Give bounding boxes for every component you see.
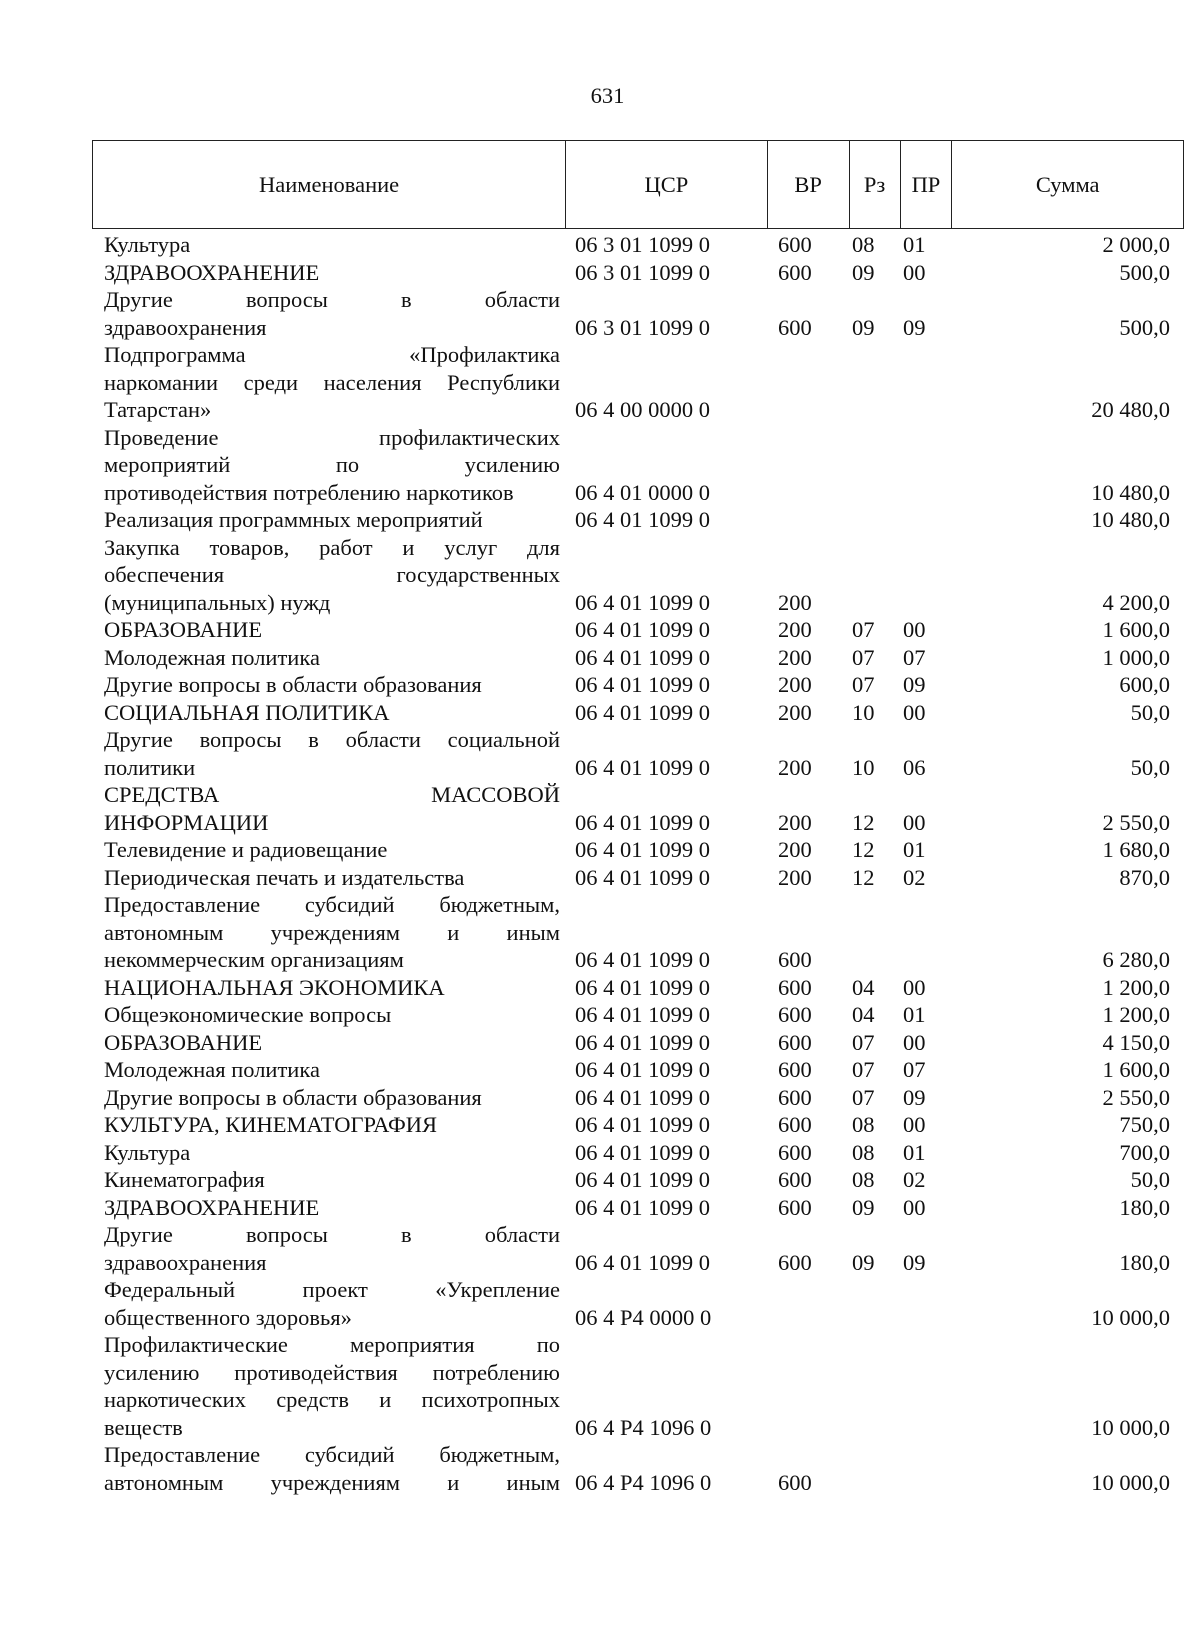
row-pr: 00 [903, 259, 926, 285]
row-name-line: ЗДРАВООХРАНЕНИЕ [104, 1194, 320, 1220]
table-row [92, 781, 1184, 836]
row-pr: 00 [903, 1194, 926, 1220]
row-name-line: Другие вопросы в области [104, 287, 560, 312]
row-name-line: автономным учреждениям и иным [104, 1469, 560, 1495]
table-row [92, 1001, 1184, 1029]
row-sum: 10 000,0 [1091, 1469, 1170, 1495]
row-pr: 00 [903, 617, 926, 642]
row-vr: 600 [778, 259, 812, 285]
table-row [92, 1194, 1184, 1222]
row-pr: 00 [903, 1029, 926, 1055]
row-sum: 50,0 [1130, 699, 1170, 725]
row-vr: 600 [778, 1002, 812, 1027]
row-pr: 07 [903, 644, 926, 670]
table-body [92, 231, 1184, 1496]
row-name-line: Общеэкономические вопросы [104, 1002, 392, 1027]
row-sum: 750,0 [1119, 1112, 1170, 1137]
row-name [92, 671, 560, 699]
row-vr: 600 [778, 947, 812, 972]
row-vr: 600 [778, 1167, 812, 1192]
row-vr: 600 [778, 1469, 812, 1495]
row-sum: 10 480,0 [1091, 507, 1170, 532]
row-pr: 01 [903, 837, 926, 862]
row-name-line: Культура [104, 1139, 191, 1165]
row-name [92, 1166, 560, 1194]
row-name-line: Предоставление субсидий бюджетным, [104, 892, 560, 917]
row-rz: 07 [852, 1057, 875, 1082]
row-sum: 1 600,0 [1102, 617, 1170, 642]
row-name [92, 1029, 560, 1057]
row-name [92, 1276, 560, 1331]
table-row [92, 1166, 1184, 1194]
row-rz: 09 [852, 1194, 875, 1220]
row-csr: 06 4 01 1099 0 [575, 699, 710, 725]
row-csr: 06 4 01 1099 0 [575, 1167, 710, 1192]
row-rz: 07 [852, 617, 875, 642]
table-row [92, 534, 1184, 617]
row-name-line: Подпрограмма «Профилактика [104, 342, 560, 367]
row-pr: 09 [903, 314, 926, 340]
header-vr: ВР [768, 141, 850, 228]
header-rz: Рз [850, 141, 901, 228]
table-row [92, 1221, 1184, 1276]
row-name [92, 836, 560, 864]
row-pr: 00 [903, 974, 926, 1000]
row-rz: 04 [852, 1002, 875, 1027]
row-name-line: Федеральный проект «Укрепление [104, 1277, 560, 1302]
table-row [92, 506, 1184, 534]
table-row [92, 1441, 1184, 1496]
row-pr: 02 [903, 1167, 926, 1192]
row-vr: 200 [778, 699, 812, 725]
row-vr: 200 [778, 617, 812, 642]
row-name [92, 259, 560, 287]
row-csr: 06 4 01 1099 0 [575, 1057, 710, 1082]
row-name-line: НАЦИОНАЛЬНАЯ ЭКОНОМИКА [104, 974, 445, 1000]
table-row [92, 1331, 1184, 1441]
row-name-line: СРЕДСТВА МАССОВОЙ [104, 782, 560, 807]
row-pr: 01 [903, 1002, 926, 1027]
row-name-line: мероприятий по усилению [104, 452, 560, 477]
row-sum: 1 680,0 [1102, 837, 1170, 862]
row-name-line: Профилактические мероприятия по [104, 1332, 560, 1357]
row-csr: 06 4 Р4 1096 0 [575, 1414, 712, 1440]
row-name-line: Другие вопросы в области [104, 1222, 560, 1247]
row-name [92, 1056, 560, 1084]
row-name-line: СОЦИАЛЬНАЯ ПОЛИТИКА [104, 699, 390, 725]
row-vr: 600 [778, 1112, 812, 1137]
row-name [92, 424, 560, 507]
row-csr: 06 3 01 1099 0 [575, 259, 710, 285]
row-name [92, 341, 560, 424]
row-vr: 200 [778, 809, 812, 835]
row-name [92, 1441, 560, 1496]
header-name: Наименование [93, 141, 566, 228]
row-name-line: противодействия потреблению наркотиков [104, 479, 514, 505]
row-sum: 180,0 [1119, 1249, 1170, 1275]
row-sum: 700,0 [1119, 1139, 1170, 1165]
row-csr: 06 3 01 1099 0 [575, 232, 710, 257]
header-sum: Сумма [1035, 171, 1100, 197]
row-csr: 06 4 01 1099 0 [575, 672, 710, 697]
table-row [92, 864, 1184, 892]
row-rz: 04 [852, 974, 875, 1000]
row-name-line: Проведение профилактических [104, 424, 560, 450]
row-sum: 10 000,0 [1091, 1414, 1170, 1440]
table-row [92, 1276, 1184, 1331]
row-name [92, 726, 560, 781]
table-row [92, 891, 1184, 974]
row-vr: 200 [778, 644, 812, 670]
row-sum: 180,0 [1119, 1194, 1170, 1220]
row-name [92, 1331, 560, 1441]
row-rz: 12 [852, 809, 875, 835]
row-pr: 02 [903, 864, 926, 890]
row-name [92, 1139, 560, 1167]
row-csr: 06 4 01 1099 0 [575, 1002, 710, 1027]
row-name-line: Другие вопросы в области образования [104, 672, 482, 697]
row-rz: 08 [852, 232, 875, 257]
row-name-line: Телевидение и радиовещание [104, 837, 388, 862]
row-sum: 4 150,0 [1102, 1029, 1170, 1055]
table-header [92, 140, 1184, 229]
row-rz: 07 [852, 644, 875, 670]
row-sum: 870,0 [1119, 864, 1170, 890]
row-rz: 12 [852, 864, 875, 890]
row-csr: 06 4 01 1099 0 [575, 507, 710, 532]
row-vr: 600 [778, 974, 812, 1000]
row-sum: 6 280,0 [1102, 947, 1170, 972]
row-vr: 600 [778, 1029, 812, 1055]
row-name-line: Периодическая печать и издательства [104, 864, 465, 890]
row-pr: 00 [903, 699, 926, 725]
row-rz: 09 [852, 314, 875, 340]
row-pr: 00 [903, 1112, 926, 1137]
row-pr: 09 [903, 672, 926, 697]
row-sum: 500,0 [1119, 314, 1170, 340]
row-sum: 2 550,0 [1102, 809, 1170, 835]
row-name [92, 506, 560, 534]
row-name-line: веществ [104, 1414, 183, 1440]
row-vr: 600 [778, 1057, 812, 1082]
row-vr: 600 [778, 232, 812, 257]
row-csr: 06 4 00 0000 0 [575, 397, 710, 422]
row-rz: 07 [852, 1029, 875, 1055]
row-name [92, 781, 560, 836]
row-csr: 06 4 01 0000 0 [575, 479, 710, 505]
row-name-line: некоммерческим организациям [104, 947, 404, 972]
row-vr: 600 [778, 1194, 812, 1220]
table-row [92, 836, 1184, 864]
page-number: 631 [590, 83, 625, 108]
row-name-line: Молодежная политика [104, 644, 320, 670]
row-pr: 01 [903, 1139, 926, 1165]
row-csr: 06 4 01 1099 0 [575, 754, 710, 780]
row-vr: 200 [778, 754, 812, 780]
row-rz: 08 [852, 1112, 875, 1137]
row-name-line: Реализация программных мероприятий [104, 507, 483, 532]
row-sum: 500,0 [1119, 259, 1170, 285]
row-name-line: обеспечения государственных [104, 562, 560, 587]
row-name [92, 534, 560, 617]
table-row [92, 1029, 1184, 1057]
row-name [92, 1084, 560, 1112]
row-name [92, 864, 560, 892]
table-row [92, 1056, 1184, 1084]
row-name-line: ИНФОРМАЦИИ [104, 809, 269, 835]
row-name-line: наркотических средств и психотропных [104, 1387, 560, 1412]
row-rz: 12 [852, 837, 875, 862]
row-sum: 1 000,0 [1102, 644, 1170, 670]
row-name-line: Кинематография [104, 1167, 265, 1192]
row-name-line: усилению противодействия потреблению [104, 1359, 560, 1385]
row-rz: 09 [852, 1249, 875, 1275]
row-vr: 600 [778, 1249, 812, 1275]
row-name [92, 699, 560, 727]
row-csr: 06 4 01 1099 0 [575, 947, 710, 972]
row-name-line: политики [104, 754, 196, 780]
row-rz: 07 [852, 1084, 875, 1110]
row-sum: 1 600,0 [1102, 1057, 1170, 1082]
row-vr: 200 [778, 672, 812, 697]
row-pr: 00 [903, 809, 926, 835]
row-name [92, 616, 560, 644]
row-name-line: Предоставление субсидий бюджетным, [104, 1442, 560, 1467]
row-name-line: Молодежная политика [104, 1057, 320, 1082]
row-sum: 1 200,0 [1102, 1002, 1170, 1027]
row-csr: 06 4 01 1099 0 [575, 1249, 710, 1275]
row-name [92, 644, 560, 672]
row-name-line: здравоохранения [104, 314, 267, 340]
row-name [92, 286, 560, 341]
table-row [92, 1111, 1184, 1139]
table-row [92, 341, 1184, 424]
row-name [92, 1194, 560, 1222]
row-name-line: общественного здоровья» [104, 1304, 352, 1330]
table-row [92, 974, 1184, 1002]
row-name-line: Другие вопросы в области социальной [104, 727, 560, 752]
row-csr: 06 4 01 1099 0 [575, 837, 710, 862]
row-vr: 600 [778, 1084, 812, 1110]
row-sum: 10 480,0 [1091, 479, 1170, 505]
row-rz: 07 [852, 672, 875, 697]
row-csr: 06 4 01 1099 0 [575, 1139, 710, 1165]
row-csr: 06 4 01 1099 0 [575, 864, 710, 890]
header-pr: ПР [901, 141, 953, 228]
row-sum: 20 480,0 [1091, 397, 1170, 422]
row-name-line: (муниципальных) нужд [104, 589, 331, 615]
row-rz: 10 [852, 754, 875, 780]
row-sum: 50,0 [1130, 1167, 1170, 1192]
row-csr: 06 3 01 1099 0 [575, 314, 710, 340]
table-row [92, 644, 1184, 672]
table-row [92, 259, 1184, 287]
row-vr: 200 [778, 837, 812, 862]
row-name-line: ОБРАЗОВАНИЕ [104, 1029, 263, 1055]
row-csr: 06 4 01 1099 0 [575, 1029, 710, 1055]
row-csr: 06 4 Р4 0000 0 [575, 1304, 712, 1330]
row-vr: 200 [778, 864, 812, 890]
row-vr: 600 [778, 314, 812, 340]
row-name-line: Другие вопросы в области образования [104, 1084, 482, 1110]
table-row [92, 616, 1184, 644]
table-row [92, 231, 1184, 259]
row-vr: 600 [778, 1139, 812, 1165]
row-name-line: ЗДРАВООХРАНЕНИЕ [104, 259, 320, 285]
row-sum: 50,0 [1130, 754, 1170, 780]
row-csr: 06 4 01 1099 0 [575, 1084, 710, 1110]
row-csr: 06 4 01 1099 0 [575, 1112, 710, 1137]
table-row [92, 424, 1184, 507]
row-name-line: здравоохранения [104, 1249, 267, 1275]
row-name-line: Культура [104, 232, 191, 257]
row-csr: 06 4 01 1099 0 [575, 644, 710, 670]
row-name [92, 1001, 560, 1029]
row-csr: 06 4 01 1099 0 [575, 974, 710, 1000]
row-sum: 10 000,0 [1091, 1304, 1170, 1330]
row-rz: 08 [852, 1167, 875, 1192]
row-vr: 200 [778, 589, 812, 615]
table-row [92, 286, 1184, 341]
header-csr: ЦСР [566, 141, 768, 228]
row-pr: 09 [903, 1249, 926, 1275]
row-pr: 01 [903, 232, 926, 257]
row-name-line: наркомании среди населения Республики [104, 369, 560, 395]
row-csr: 06 4 01 1099 0 [575, 617, 710, 642]
row-pr: 06 [903, 754, 926, 780]
row-sum: 2 000,0 [1102, 232, 1170, 257]
row-rz: 08 [852, 1139, 875, 1165]
row-name-line: КУЛЬТУРА, КИНЕМАТОГРАФИЯ [104, 1112, 437, 1137]
row-name-line: автономным учреждениям и иным [104, 919, 560, 945]
row-name [92, 974, 560, 1002]
row-pr: 09 [903, 1084, 926, 1110]
table-row [92, 699, 1184, 727]
row-name-line: ОБРАЗОВАНИЕ [104, 617, 263, 642]
row-name [92, 1221, 560, 1276]
row-name [92, 231, 560, 259]
row-pr: 07 [903, 1057, 926, 1082]
row-csr: 06 4 Р4 1096 0 [575, 1469, 712, 1495]
table-row [92, 1084, 1184, 1112]
table-row [92, 1139, 1184, 1167]
row-sum: 2 550,0 [1102, 1084, 1170, 1110]
row-name-line: Закупка товаров, работ и услуг для [104, 534, 560, 560]
row-csr: 06 4 01 1099 0 [575, 809, 710, 835]
row-sum: 4 200,0 [1102, 589, 1170, 615]
row-csr: 06 4 01 1099 0 [575, 1194, 710, 1220]
row-sum: 600,0 [1119, 672, 1170, 697]
row-rz: 10 [852, 699, 875, 725]
table-row [92, 671, 1184, 699]
table-row [92, 726, 1184, 781]
row-name [92, 891, 560, 974]
row-csr: 06 4 01 1099 0 [575, 589, 710, 615]
row-sum: 1 200,0 [1102, 974, 1170, 1000]
row-rz: 09 [852, 259, 875, 285]
row-name-line: Татарстан» [104, 397, 212, 422]
row-name [92, 1111, 560, 1139]
